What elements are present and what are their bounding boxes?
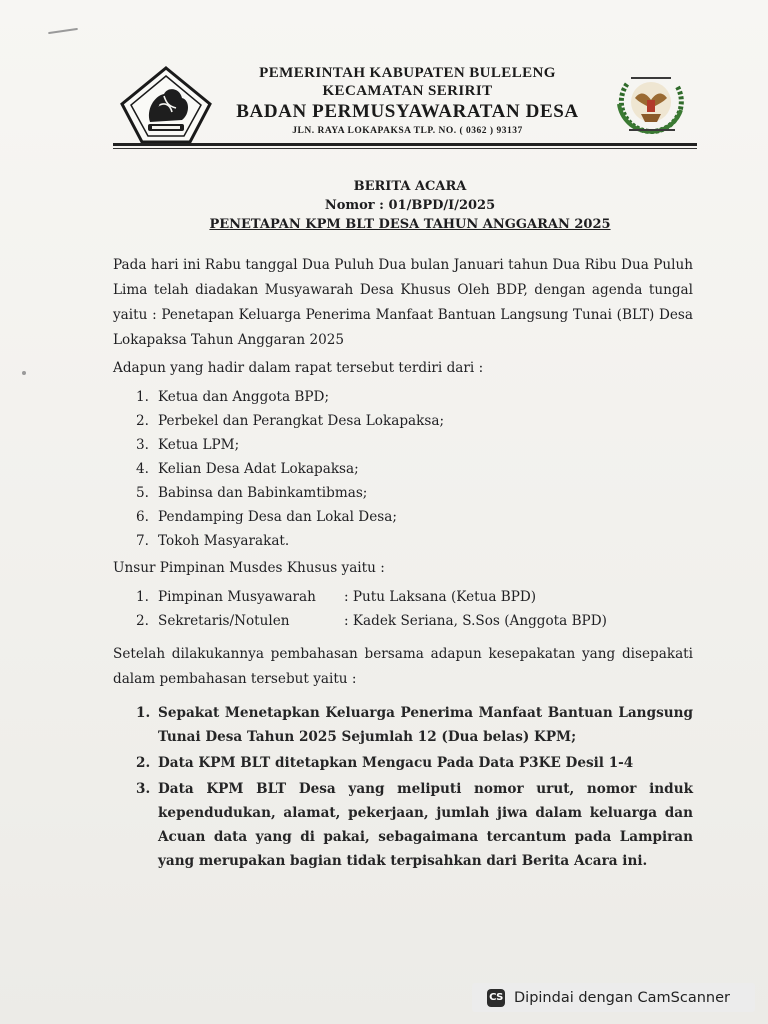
camscanner-icon: CS	[487, 989, 505, 1007]
letterhead	[120, 58, 695, 148]
list-item: 2. Sekretaris/Notulen : Kadek Seriana, S.Sos (Anggota BPD)	[136, 613, 607, 629]
title-heading: BERITA ACARA	[353, 179, 467, 194]
attendees-list	[136, 385, 693, 553]
list-item: 6. Pendamping Desa dan Lokal Desa;	[136, 509, 397, 525]
list-item: 2. Perbekel dan Perangkat Desa Lokapaksa;	[136, 413, 445, 429]
agreement-label: Setelah dilakukannya pembahasan bersama adapun kesepakatan yang disepakati dalam pembahasan tersebut yaitu :	[113, 646, 693, 687]
list-item: 7. Tokoh Masyarakat.	[136, 533, 290, 549]
letterhead-district: KECAMATAN SERIRIT	[322, 83, 493, 99]
buleleng-emblem-logo	[120, 66, 212, 144]
letterhead-government: PEMERINTAH KABUPATEN BULELENG	[259, 65, 556, 81]
document-body	[113, 253, 693, 875]
opening-paragraph: Pada hari ini Rabu tanggal Dua Puluh Dua bulan Januari tahun Dua Ribu Dua Puluh Lima telah diadakan Musyawarah Desa Khusus Oleh BDP, dengan agenda tungal yaitu : Penetapan Keluarga Penerima Manfaat Bantuan Langsung Tunai (BLT) Desa Lokapaksa Tahun Anggaran 2025	[113, 257, 693, 348]
letterhead-rule-thick	[113, 143, 697, 146]
list-item: 3. Ketua LPM;	[136, 437, 240, 453]
list-item: 1. Sepakat Menetapkan Keluarga Penerima Manfaat Bantuan Langsung Tunai Desa Tahun 2025 Sejumlah 12 (Dua belas) KPM;	[136, 705, 693, 745]
bpd-garuda-logo	[605, 64, 695, 144]
title-subject: PENETAPAN KPM BLT DESA TAHUN ANGGARAN 2025	[209, 217, 611, 232]
leadership-list	[136, 585, 693, 633]
letterhead-institution: BADAN PERMUSYAWARATAN DESA	[236, 101, 579, 122]
document-title	[160, 177, 660, 234]
list-item: 2. Data KPM BLT ditetapkan Mengacu Pada Data P3KE Desil 1-4	[136, 755, 634, 771]
letterhead-rule-thin	[113, 148, 697, 149]
scan-mark	[48, 28, 78, 34]
list-item: 1. Pimpinan Musyawarah : Putu Laksana (Ketua BPD)	[136, 589, 537, 605]
list-item: 1. Ketua dan Anggota BPD;	[136, 389, 330, 405]
letterhead-address: JLN. RAYA LOKAPAKSA TLP. NO. ( 0362 ) 93137	[292, 126, 523, 136]
attendees-label: Adapun yang hadir dalam rapat tersebut terdiri dari :	[113, 360, 484, 376]
agreement-list	[136, 701, 693, 873]
list-item: 3. Data KPM BLT Desa yang meliputi nomor urut, nomor induk kependudukan, alamat, pekerjaan, jumlah jiwa dalam keluarga dan Acuan data yang di pakai, sebagaimana tercantum pada Lampiran yang merupakan bagian tidak terpisahkan dari Berita Acara ini.	[136, 781, 693, 869]
camscanner-label: Dipindai dengan CamScanner	[514, 989, 731, 1006]
leadership-label: Unsur Pimpinan Musdes Khusus yaitu :	[113, 560, 385, 576]
camscanner-badge	[472, 983, 755, 1012]
scan-dot	[22, 371, 26, 375]
list-item: 4. Kelian Desa Adat Lokapaksa;	[136, 461, 359, 477]
title-number: Nomor : 01/BPD/I/2025	[324, 198, 496, 213]
list-item: 5. Babinsa dan Babinkamtibmas;	[136, 485, 368, 501]
